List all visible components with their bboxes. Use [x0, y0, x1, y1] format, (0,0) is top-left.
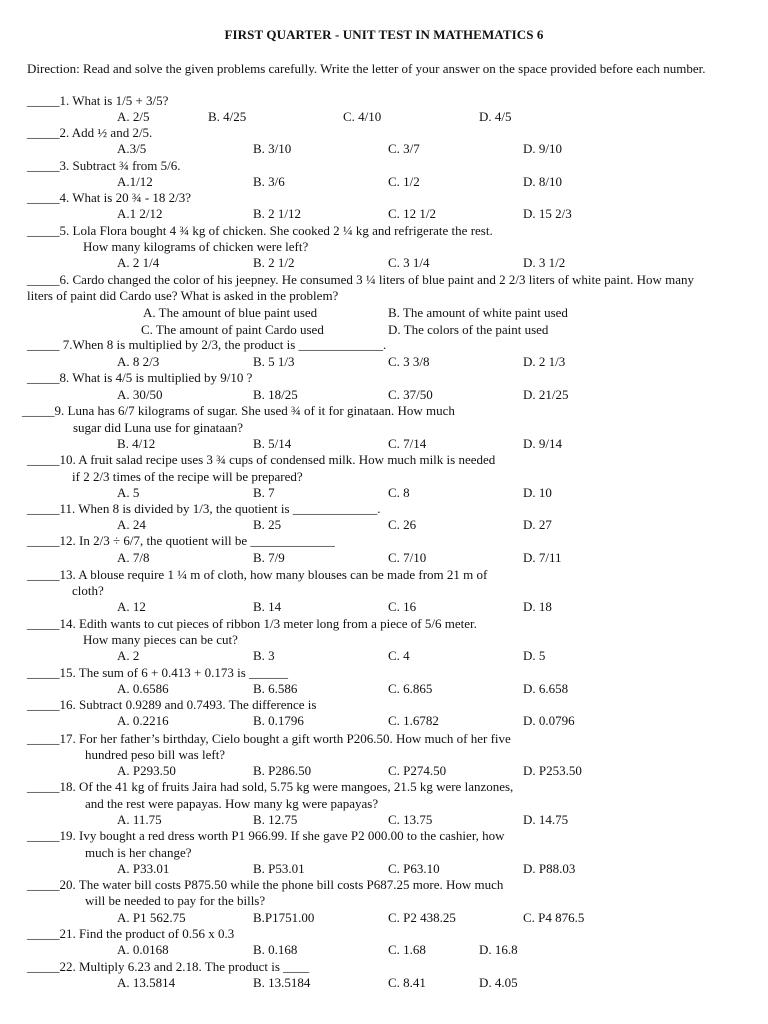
answer-option: C. 1.6782: [388, 713, 439, 728]
answer-option: D. 16.8: [479, 942, 518, 957]
answer-option: A. 2/5: [117, 109, 150, 124]
question-text-continued: cloth?: [72, 583, 104, 598]
answer-option: A. 0.6586: [117, 681, 169, 696]
page-title: FIRST QUARTER - UNIT TEST IN MATHEMATICS 6: [224, 27, 544, 42]
answer-option: B. 25: [253, 517, 282, 532]
answer-option: A. 30/50: [117, 387, 163, 402]
answer-option: A. P33.01: [117, 861, 170, 876]
answer-option: A. 0.0168: [117, 942, 169, 957]
question-text-continued: liters of paint did Cardo use? What is asked in the problem?: [27, 288, 339, 303]
answer-option: D. 8/10: [523, 174, 562, 189]
answer-option: C. 3 3/8: [388, 354, 430, 369]
answer-option: C. 16: [388, 599, 417, 614]
answer-option: C. P2 438.25: [388, 910, 456, 925]
answer-option: A. 2: [117, 648, 140, 663]
question-text-continued: hundred peso bill was left?: [85, 747, 226, 762]
answer-option: A. 12: [117, 599, 146, 614]
answer-option: D. 9/14: [523, 436, 562, 451]
answer-option: D. 4/5: [479, 109, 512, 124]
question-text-continued: will be needed to pay for the bills?: [85, 893, 266, 908]
answer-option: C. P4 876.5: [523, 910, 585, 925]
answer-option: D. 5: [523, 648, 546, 663]
answer-option: C. 1/2: [388, 174, 420, 189]
answer-option: D. 4.05: [479, 975, 518, 990]
answer-option: D. 10: [523, 485, 552, 500]
answer-option: A. 5: [117, 485, 140, 500]
answer-option: A.1/12: [117, 174, 153, 189]
question-text: _____15. The sum of 6 + 0.413 + 0.173 is ______: [27, 665, 289, 680]
answer-option: C. 4/10: [343, 109, 382, 124]
answer-option: B. 6.586: [253, 681, 298, 696]
question-text-continued: and the rest were papayas. How many kg were papayas?: [85, 796, 379, 811]
answer-option: B. 18/25: [253, 387, 298, 402]
question-text: _____20. The water bill costs P875.50 while the phone bill costs P687.25 more. How much: [27, 877, 504, 892]
question-text-continued: How many pieces can be cut?: [83, 632, 238, 647]
answer-option: A. 7/8: [117, 550, 150, 565]
question-text: _____17. For her father’s birthday, Cielo bought a gift worth P206.50. How much of her five: [27, 731, 511, 746]
question-text-continued: if 2 2/3 times of the recipe will be prepared?: [72, 469, 303, 484]
question-text: _____1. What is 1/5 + 3/5?: [27, 93, 169, 108]
answer-option: B. P286.50: [253, 763, 312, 778]
answer-option: D. P88.03: [523, 861, 576, 876]
answer-option: A. 0.2216: [117, 713, 169, 728]
answer-option: C. 7/10: [388, 550, 427, 565]
answer-option: D. 27: [523, 517, 552, 532]
answer-option: D. P253.50: [523, 763, 582, 778]
answer-option: B. 2 1/12: [253, 206, 302, 221]
answer-option: A. P293.50: [117, 763, 176, 778]
answer-option: C. 12 1/2: [388, 206, 437, 221]
answer-option: D. The colors of the paint used: [388, 322, 549, 337]
question-text: _____22. Multiply 6.23 and 2.18. The product is ____: [27, 959, 310, 974]
answer-option: B. The amount of white paint used: [388, 305, 568, 320]
question-text: _____18. Of the 41 kg of fruits Jaira had sold, 5.75 kg were mangoes, 21.5 kg were lanzones,: [27, 779, 514, 794]
answer-option: B. 5 1/3: [253, 354, 295, 369]
answer-option: A.3/5: [117, 141, 147, 156]
directions-text: Direction: Read and solve the given problems carefully. Write the letter of your answer on the space provided before each number.: [27, 61, 706, 76]
answer-option: B. 12.75: [253, 812, 298, 827]
question-text: _____14. Edith wants to cut pieces of ribbon 1/3 meter long from a piece of 5/6 meter.: [27, 616, 477, 631]
answer-option: B. 5/14: [253, 436, 292, 451]
answer-option: A.1 2/12: [117, 206, 163, 221]
answer-option: C. 8: [388, 485, 410, 500]
question-text: _____6. Cardo changed the color of his jeepney. He consumed 3 ¼ liters of blue paint and 2 2/3 liters of white paint. How many: [27, 272, 695, 287]
question-text: _____21. Find the product of 0.56 x 0.3: [27, 926, 235, 941]
answer-option: A. 8 2/3: [117, 354, 160, 369]
answer-option: B. 3: [253, 648, 275, 663]
answer-option: C. 37/50: [388, 387, 433, 402]
question-text: _____12. In 2/3 ÷ 6/7, the quotient will be _____________: [27, 533, 335, 548]
answer-option: A. 13.5814: [117, 975, 176, 990]
answer-option: B. 0.1796: [253, 713, 304, 728]
answer-option: D. 18: [523, 599, 552, 614]
question-text-continued: How many kilograms of chicken were left?: [83, 239, 309, 254]
question-text-continued: much is her change?: [85, 845, 192, 860]
answer-option: D. 9/10: [523, 141, 562, 156]
answer-option: B. 7: [253, 485, 275, 500]
answer-option: C. 7/14: [388, 436, 427, 451]
answer-option: C. 8.41: [388, 975, 426, 990]
answer-option: C. P63.10: [388, 861, 440, 876]
answer-option: D. 0.0796: [523, 713, 575, 728]
answer-option: D. 3 1/2: [523, 255, 566, 270]
question-text: _____16. Subtract 0.9289 and 0.7493. The difference is: [27, 697, 317, 712]
answer-option: B. P53.01: [253, 861, 305, 876]
question-text: _____11. When 8 is divided by 1/3, the quotient is _____________.: [27, 501, 381, 516]
question-text: _____3. Subtract ¾ from 5/6.: [27, 158, 181, 173]
answer-option: C. The amount of paint Cardo used: [141, 322, 324, 337]
question-text: _____5. Lola Flora bought 4 ¾ kg of chicken. She cooked 2 ¼ kg and refrigerate the rest.: [27, 223, 493, 238]
question-text: _____13. A blouse require 1 ¼ m of cloth, how many blouses can be made from 21 m of: [27, 567, 488, 582]
answer-option: B. 3/6: [253, 174, 285, 189]
answer-option: C. 13.75: [388, 812, 433, 827]
answer-option: D. 14.75: [523, 812, 569, 827]
answer-option: A. The amount of blue paint used: [143, 305, 318, 320]
answer-option: A. 11.75: [117, 812, 162, 827]
question-text: _____10. A fruit salad recipe uses 3 ¾ cups of condensed milk. How much milk is needed: [27, 452, 496, 467]
answer-option: A. 24: [117, 517, 146, 532]
answer-option: B. 4/12: [117, 436, 156, 451]
answer-option: D. 7/11: [523, 550, 562, 565]
answer-option: D. 15 2/3: [523, 206, 572, 221]
question-text: _____4. What is 20 ¾ - 18 2/3?: [27, 190, 192, 205]
question-text: _____19. Ivy bought a red dress worth P1 966.99. If she gave P2 000.00 to the cashier, how: [27, 828, 505, 843]
answer-option: B. 13.5184: [253, 975, 311, 990]
answer-option: A. 2 1/4: [117, 255, 160, 270]
answer-option: B. 3/10: [253, 141, 292, 156]
answer-option: D. 6.658: [523, 681, 569, 696]
answer-option: D. 21/25: [523, 387, 569, 402]
answer-option: C. 3/7: [388, 141, 420, 156]
answer-option: B. 4/25: [208, 109, 247, 124]
question-text: _____ 7.When 8 is multiplied by 2/3, the product is _____________.: [27, 337, 387, 352]
question-text-continued: sugar did Luna use for ginataan?: [73, 420, 244, 435]
answer-option: C. 1.68: [388, 942, 426, 957]
question-text: _____2. Add ½ and 2/5.: [27, 125, 153, 140]
answer-option: C. 4: [388, 648, 410, 663]
answer-option: C. 3 1/4: [388, 255, 430, 270]
question-text: _____9. Luna has 6/7 kilograms of sugar. She used ¾ of it for ginataan. How much: [22, 403, 455, 418]
answer-option: B. 14: [253, 599, 282, 614]
answer-option: B. 0.168: [253, 942, 298, 957]
answer-option: B.P1751.00: [253, 910, 315, 925]
answer-option: A. P1 562.75: [117, 910, 186, 925]
answer-option: C. P274.50: [388, 763, 447, 778]
answer-option: C. 6.865: [388, 681, 433, 696]
answer-option: C. 26: [388, 517, 417, 532]
answer-option: B. 2 1/2: [253, 255, 295, 270]
answer-option: B. 7/9: [253, 550, 285, 565]
question-text: _____8. What is 4/5 is multiplied by 9/10 ?: [27, 370, 253, 385]
answer-option: D. 2 1/3: [523, 354, 566, 369]
